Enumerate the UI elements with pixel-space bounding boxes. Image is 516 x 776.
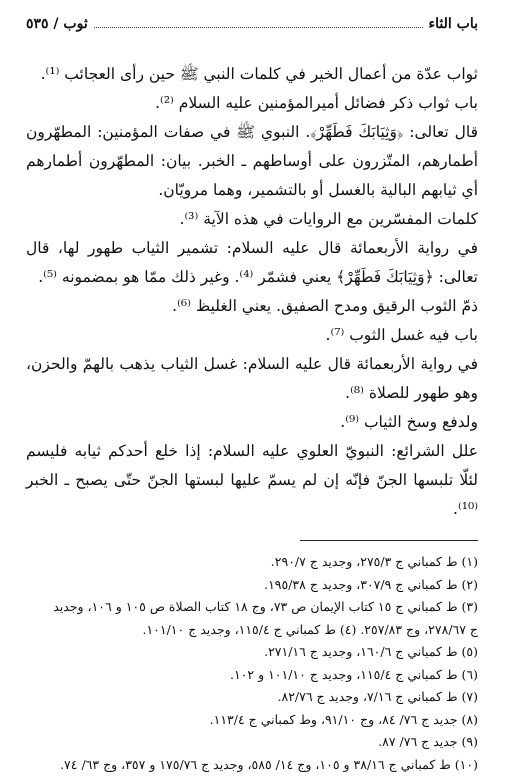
paragraph-10: علل الشرائع: النبويّ العلوي عليه السلام: إذا خلع أحدكم ثيابه فليسم لئلّا تلبسها الجنّ فإنّه إن لم يسمّ عليها لبستها الجنّ حتّى يصبح ـ الخبر ⁽¹⁰⁾. (26, 437, 478, 524)
paragraph-7: باب فيه غسل الثوب ⁽⁷⁾. (26, 321, 478, 350)
paragraph-4: كلمات المفسّرين مع الروايات في هذه الآية ⁽³⁾. (26, 205, 478, 234)
paragraph-1: ثواب عدّة من أعمال الخير في كلمات النبي ﷺ حين رأى العجائب ⁽¹⁾. (26, 60, 478, 89)
header-section-title: باب الثاء (429, 16, 478, 32)
footnote-10: (١٠) ط كمباني ج ٣٨/١٦ و ١٠٥، وج ١٤/ ٥٨٥، وجديد ج ١٧٥/٧٦ و ٣٥٧، وج ٦٣/ ٧٤. (26, 754, 478, 776)
paragraph-2: باب ثواب ذكر فضائل أميرالمؤمنين عليه السلام ⁽²⁾. (26, 89, 478, 118)
main-text (26, 60, 478, 524)
footnote-separator (300, 540, 478, 541)
running-header (26, 16, 478, 40)
paragraph-3: قال تعالى: ﴿وَثِيَابَكَ فَطَهِّرْ﴾. النبوي ﷺ في صفات المؤمنين: المطهّرون أطمارهم، المتّزرون على أوساطهم ـ الخبر. بيان: المطهّرون أطمارهم أي ثيابهم البالية بالغسل أو بالتشمير، وهما مرويّان. (26, 118, 478, 205)
footnote-3-continued: ج ٢٧٨/٦٧، وج ٢٥٧/٨٣. (٤) ط كمباني ج ١١٥/٤، وجديد ج ١٠١/١٠. (26, 619, 478, 642)
paragraph-9: ولدفع وسخ الثياب ⁽⁹⁾. (26, 408, 478, 437)
footnote-3: (٣) ط كمباني ج ١٥ كتاب الإيمان ص ٧٣، وج ١٨ كتاب الصلاة ص ١٠٥ و ١٠٦، وجديد (26, 596, 478, 619)
paragraph-5: في رواية الأربعمائة قال عليه السلام: تشمير الثياب طهور لها، قال تعالى: ﴿وَثِيَابَكَ فَطَهِّرْ﴾ يعني فشمّر ⁽⁴⁾. وغير ذلك ممّا هو بمضمونه ⁽⁵⁾. (26, 234, 478, 292)
footnote-2: (٢) ط كمباني ج ٣٠٧/٩، وجديد ج ١٩٥/٣٨. (26, 574, 478, 597)
footnote-5: (٥) ط كمباني ج ١٦٠/٦، وجديد ج ٢٧١/١٦. (26, 641, 478, 664)
footnote-6: (٦) ط كمباني ج ١١٥/٤، وجديد ج ١٠١/١٠ و ١٠٢. (26, 664, 478, 687)
paragraph-6: ذمّ الثوب الرقيق ومدح الصفيق. يعني الغليظ ⁽⁶⁾. (26, 292, 478, 321)
footnote-1: (١) ط كمباني ج ٢٧٥/٣، وجديد ج ٢٩٠/٧. (26, 551, 478, 574)
footnotes (26, 551, 478, 776)
paragraph-8: في رواية الأربعمائة قال عليه السلام: غسل الثياب يذهب بالهمّ والحزن، وهو طهور للصلاة ⁽⁸⁾. (26, 350, 478, 408)
header-dot-leader (94, 16, 423, 28)
footnote-9: (٩) جديد ج ٧٦/ ٨٧. (26, 731, 478, 754)
footnote-8: (٨) جديد ج ٧٦/ ٨٤، وج ٩١/١٠، وط كمباني ج ١١٣/٤. (26, 709, 478, 732)
footnote-7: (٧) ط كمباني ج ٧/١٦، وجديد ج ٨٢/٧٦. (26, 686, 478, 709)
header-page-ref: ثوب / ٥٣٥ (26, 16, 88, 32)
